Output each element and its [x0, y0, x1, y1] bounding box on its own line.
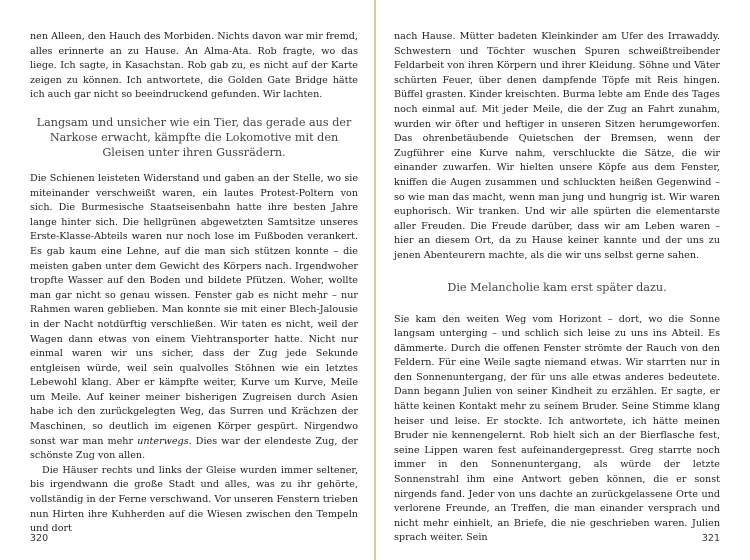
- left-page: [0, 0, 374, 560]
- left-paragraph-2-emphasis: unterwegs: [137, 435, 189, 447]
- left-paragraph-1: nen Alleen, den Hauch des Morbiden. Nichts davon war mir fremd, alles erinnerte an zu Hause. An Alma-Ata. Rob fragte, wo das liege. Ich sagte, in Kasachstan. Rob gab zu, es nicht auf der Karte zeigen zu können. Ich antwortete, die Golden Gate Bridge hätte ich auch gar nicht so beeindruckend gefunden. Wir lachten.: [30, 31, 358, 101]
- right-page-text: [394, 30, 720, 546]
- left-paragraph-3: Die Häuser rechts und links der Gleise wurden immer seltener, bis irgendwann die große Stadt und alles, was zu ihr gehörte, vollständig in der Ferne verschwand. Vor unseren Fenstern trieben nun Hirten ihre Kuhherden auf die Wiesen zwischen den Tempeln und dort: [30, 464, 358, 535]
- right-paragraph-1: nach Hause. Mütter badeten Kleinkinder am Ufer des Irrawaddy. Schwestern und Töchter wuschen Spuren schweißtreibender Feldarbeit von ihren Körpern und ihrer Kleidung. Söhne und Väter schürten Feuer, über denen dampfende Töpfe mit Reis hingen. Büffel grasten. Kinder kreischten. Burma lebte am Ende des Tages noch einmal auf. Mit jeder Meile, die der Zug an Fahrt zunahm, wurden wir öfter und heftiger in unseren Sitzen herumgeworfen. Das ohrenbetäubende Quietschen der Bremsen, wenn der Zugführer eine Kurve nahm, verschluckte die Sätze, die wir einander zuwarfen. Wir hielten unsere Köpfe aus dem Fenster, kniffen die Augen zusammen und schluckten heißen Gegenwind – so wie man das macht, wenn man jung und hungrig ist. Wir waren euphorisch. Wir tranken. Und wir alle spürten die elementarste aller Freuden. Die Freude darüber, dass wir am Leben waren – hier an diesem Ort, da zu Hause keiner kannte und der uns zu jenen Abenteurern machte, als die wir uns selbst gerne sahen.: [394, 31, 720, 261]
- left-page-number: 320: [30, 533, 49, 544]
- right-page: [376, 0, 750, 560]
- left-paragraph-2: [30, 172, 358, 464]
- right-page-number: 321: [701, 533, 720, 544]
- left-section-heading: Langsam und unsicher wie ein Tier, das gerade aus der Narkose erwacht, kämpfte die Lokomotive mit den Gleisen unter ihren Gussrädern.: [36, 115, 352, 159]
- right-paragraph-2: Sie kam den weiten Weg vom Horizont – dort, wo die Sonne langsam unterging – und schlich sich leise zu uns ins Abteil. Es dämmerte. Durch die offenen Fenster strömte der Rauch von den Feldern. Für eine Weile sagte niemand etwas. Wir starrten nur in den Sonnenuntergang, der für uns alle etwas anderes bedeutete. Dann begann Julien von seiner Kindheit zu erzählen. Er sagte, er hätte keinen Kontakt mehr zu seinem Bruder. Seine Stimme klang heiser und leise. Er stockte. Ich antwortete, ich hätte meinen Bruder nie kennengelernt. Rob hielt sich an der Bierflasche fest, seine Lippen waren fest aufeinandergepresst. Greg starrte noch immer in den Sonnenuntergang, als würde der letzte Sonnenstrahl ihm eine Antwort geben können, die er sonst nirgends fand. Jeder von uns dachte an zurückgelassene Orte und verlorene Freunde, an Treffen, die man einander versprach und nicht mehr einhielt, an Briefe, die nie geschrieben waren. Julien sprach weiter. Sein: [394, 313, 720, 544]
- right-section-heading: Die Melancholie kam erst später dazu.: [447, 280, 667, 294]
- left-page-text: [30, 30, 358, 537]
- left-paragraph-2-text-b: . Dies war der elendeste Zug, der schönste Zug von allen.: [30, 435, 358, 462]
- left-paragraph-2-text-a: Die Schienen leisteten Widerstand und gaben an der Stelle, wo sie miteinander verschweißt waren, ein lautes Protest-Poltern von sich. Die Burmesische Staatseisenbahn hatte ihre besten Jahre lange hinter sich. Die hellgrünen abgewetzten Samtsitze unseres Erste-Klasse-Abteils waren nur noch lose im Fußboden verankert. Es gab kaum eine Lehne, auf die man sich stützen konnte – die meisten gaben unter dem Gewicht des Körpers nach. Irgendwoher tropfte Wasser auf den Boden und bildete Pfützen. Woher, wollte man gar nicht so genau wissen. Fenster gab es nicht mehr – nur Rahmen waren geblieben. Man konnte sie mit einer Blech-Jalousie in der Nacht notdürftig verschließen. Wir taten es nicht, weil der Wagen dann etwas von einem Viehtransporter hatte. Nicht nur einmal waren wir uns sicher, dass der Zug jede Sekunde entgleisen würde, weil sein qualvolles Stöhnen wie ein letztes Lebewohl klang. Aber er kämpfte weiter, Kurve um Kurve, Meile um Meile. Auf keiner meiner bisherigen Zugreisen durch Asien habe ich den zurückgelegten Weg, das Surren und Krächzen der Maschinen, so deutlich im eigenen Körper gespürt. Nirgendwo sonst war man mehr: [30, 172, 358, 447]
